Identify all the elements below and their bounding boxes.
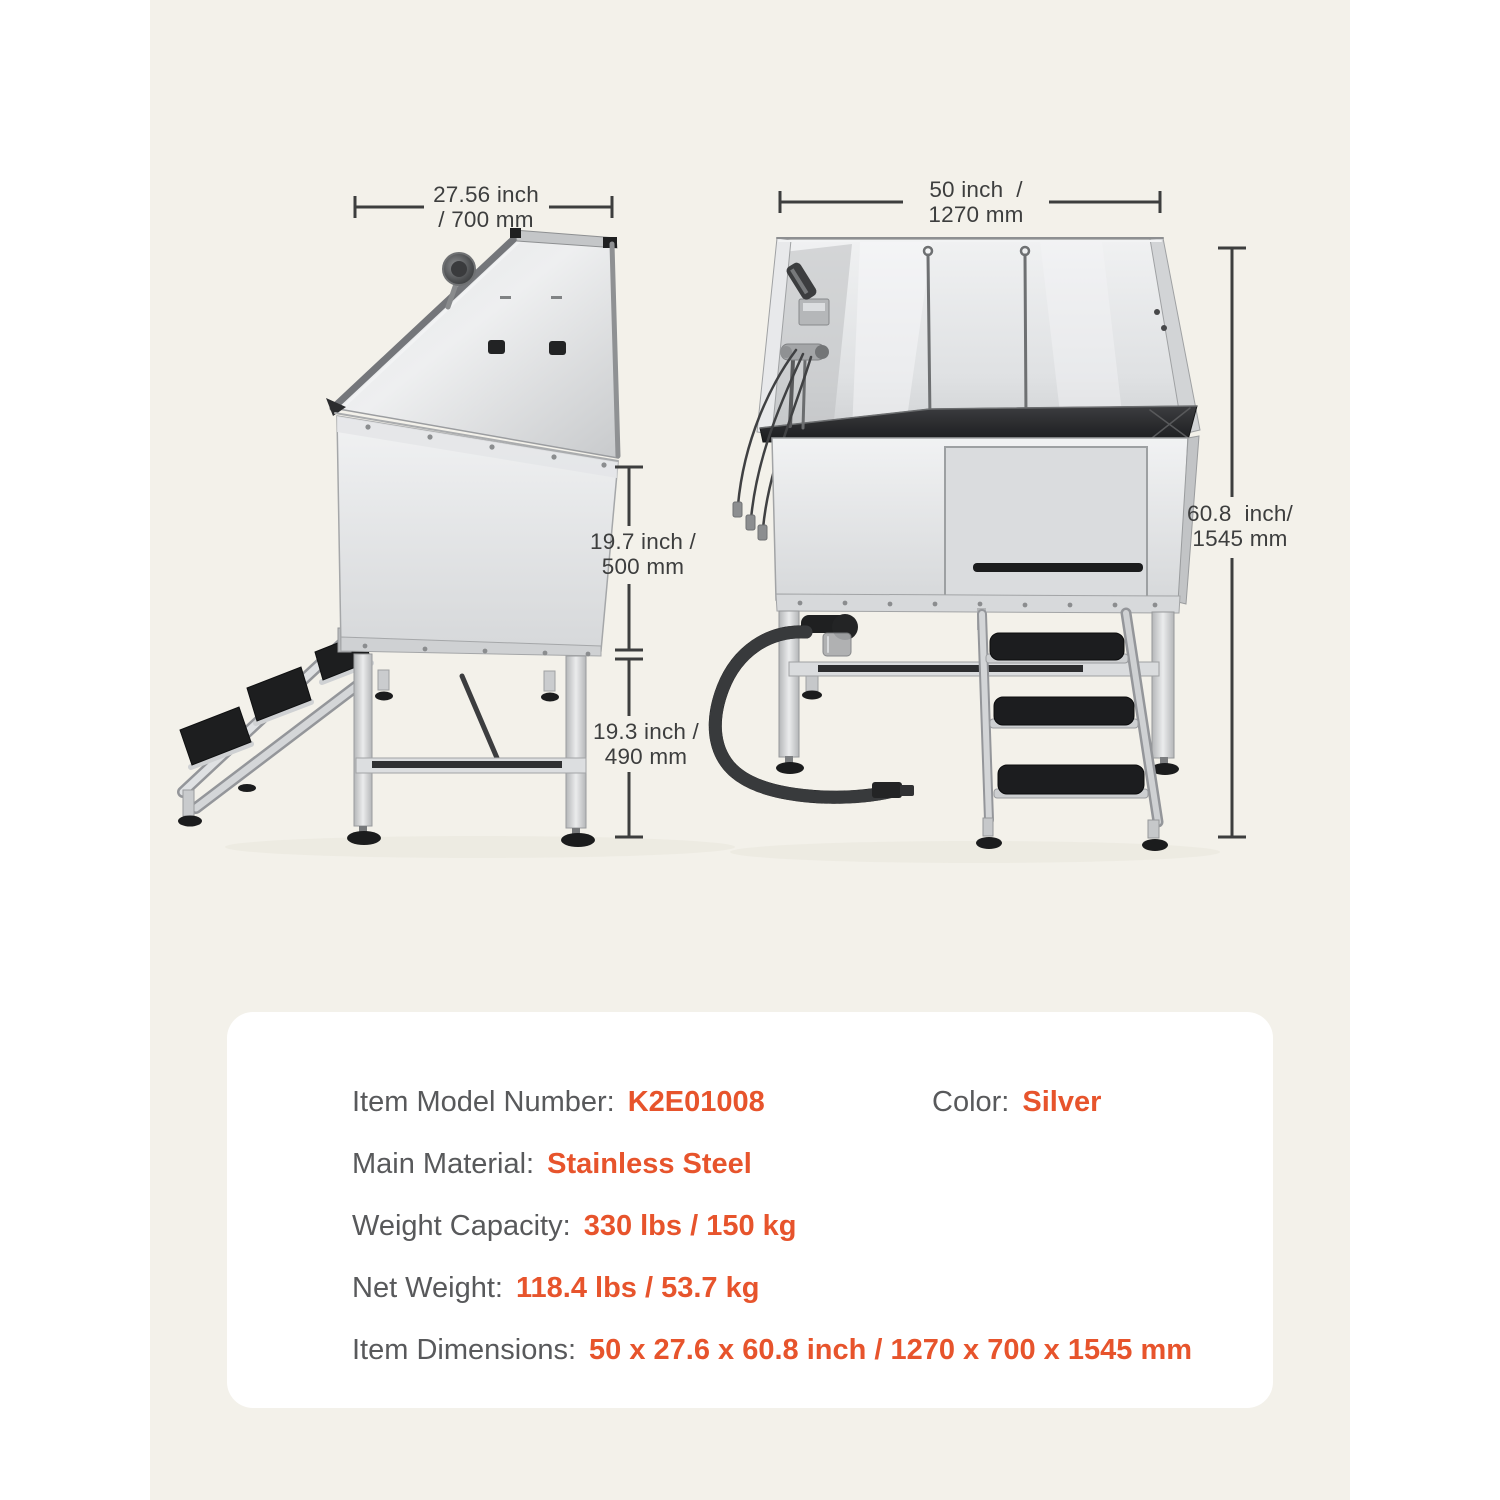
spec-row-item-dimensions <box>352 1334 1192 1366</box>
spec-value: 118.4 lbs / 53.7 kg <box>515 1272 760 1304</box>
sliding-door <box>945 447 1147 597</box>
spec-card <box>227 1012 1273 1408</box>
spec-value: 330 lbs / 150 kg <box>583 1210 797 1242</box>
dimension-tub-height <box>548 529 738 579</box>
dimension-text: / 700 mm <box>438 207 534 232</box>
dimension-text: 1545 mm <box>1192 526 1288 551</box>
spec-row-color <box>932 1086 1101 1118</box>
spec-value: Stainless Steel <box>547 1148 752 1180</box>
spec-label: Item Model Number: <box>352 1086 615 1118</box>
dimension-front-width <box>881 177 1071 227</box>
spec-value: Silver <box>1022 1086 1102 1118</box>
dimension-side-width <box>391 182 581 232</box>
spec-label: Color: <box>932 1086 1010 1118</box>
side-knob <box>488 340 505 354</box>
spec-label: Item Dimensions: <box>352 1334 577 1366</box>
dimension-text: 19.3 inch / <box>592 719 700 744</box>
drain-hose <box>715 632 914 798</box>
dimension-leg-height <box>551 719 741 769</box>
dimension-text: 500 mm <box>601 554 685 579</box>
spec-label: Net Weight: <box>352 1272 503 1304</box>
dimension-text: 19.7 inch / <box>589 529 697 554</box>
spec-value: K2E01008 <box>627 1086 765 1118</box>
spec-value: 50 x 27.6 x 60.8 inch / 1270 x 700 x 1545 mm <box>589 1334 1193 1366</box>
front-view-illustration <box>715 238 1200 851</box>
dimension-text: 490 mm <box>604 744 688 769</box>
front-step-stairs <box>976 608 1168 851</box>
spec-row-net-weight <box>352 1272 759 1304</box>
spec-label: Weight Capacity: <box>352 1210 571 1242</box>
dimension-total-height <box>1145 501 1335 551</box>
dimension-text: 60.8 inch/ <box>1186 501 1294 526</box>
spec-label: Main Material: <box>352 1148 535 1180</box>
dimension-text: 27.56 inch <box>433 182 539 207</box>
side-knob <box>549 341 566 355</box>
dimension-text: 1270 mm <box>928 202 1024 227</box>
dimension-text: 50 inch / <box>929 177 1023 202</box>
spec-row-weight-capacity <box>352 1210 797 1242</box>
spec-row-material <box>352 1148 752 1180</box>
spec-row-model <box>352 1086 765 1118</box>
